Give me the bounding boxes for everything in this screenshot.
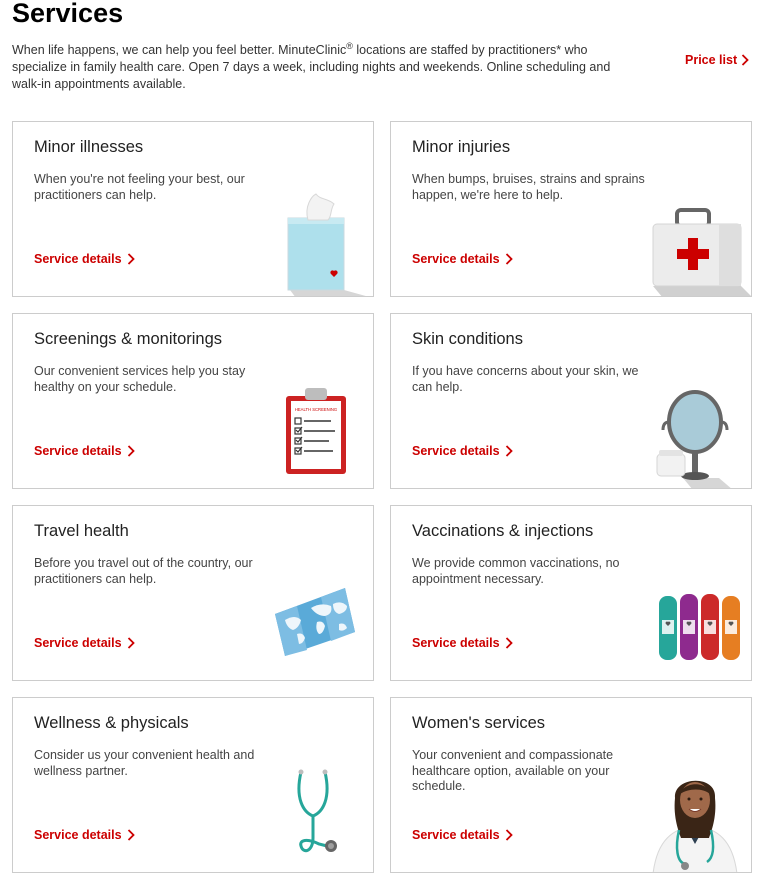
card-title: Minor illnesses bbox=[34, 138, 144, 156]
mirror-icon bbox=[653, 384, 733, 489]
service-details-label: Service details bbox=[412, 444, 500, 458]
service-card-travel-health bbox=[12, 505, 374, 681]
service-details-label: Service details bbox=[34, 828, 122, 842]
service-details-label: Service details bbox=[34, 252, 122, 266]
service-details-link[interactable] bbox=[412, 252, 513, 266]
card-description: We provide common vaccinations, no appointment necessary. bbox=[412, 556, 620, 586]
card-title: Skin conditions bbox=[412, 330, 523, 348]
bandages-icon bbox=[659, 592, 743, 664]
card-title: Travel health bbox=[34, 522, 129, 540]
card-title: Screenings & monitorings bbox=[34, 330, 223, 348]
service-details-label: Service details bbox=[412, 252, 500, 266]
card-title: Vaccinations & injections bbox=[412, 522, 594, 540]
price-list-link[interactable] bbox=[685, 53, 749, 67]
service-details-link[interactable] bbox=[34, 636, 135, 650]
chevron-right-icon bbox=[127, 445, 135, 457]
service-details-link[interactable] bbox=[412, 636, 513, 650]
chevron-right-icon bbox=[505, 253, 513, 265]
service-details-link[interactable] bbox=[34, 444, 135, 458]
chevron-right-icon bbox=[741, 54, 749, 66]
page-title: Services bbox=[12, 0, 124, 28]
stethoscope-icon bbox=[293, 768, 343, 862]
service-card-wellness-physicals bbox=[12, 697, 374, 873]
service-card-minor-injuries bbox=[390, 121, 752, 297]
chevron-right-icon bbox=[505, 829, 513, 841]
world-map-icon bbox=[271, 584, 357, 658]
service-details-label: Service details bbox=[412, 828, 500, 842]
chevron-right-icon bbox=[505, 637, 513, 649]
card-title: Minor injuries bbox=[412, 138, 511, 156]
card-description: Our convenient services help you stay healthy on your schedule. bbox=[34, 364, 246, 394]
tissue-box-icon bbox=[278, 190, 373, 297]
registered-mark: ® bbox=[346, 41, 353, 51]
service-card-skin-conditions bbox=[390, 313, 752, 489]
service-details-link[interactable] bbox=[412, 444, 513, 458]
chevron-right-icon bbox=[505, 445, 513, 457]
service-details-link[interactable] bbox=[34, 828, 135, 842]
chevron-right-icon bbox=[127, 829, 135, 841]
card-description: Before you travel out of the country, our practitioners can help. bbox=[34, 556, 253, 586]
chevron-right-icon bbox=[127, 253, 135, 265]
service-details-label: Service details bbox=[34, 636, 122, 650]
service-details-link[interactable] bbox=[34, 252, 135, 266]
intro-text bbox=[12, 38, 632, 93]
card-description: If you have concerns about your skin, we can help. bbox=[412, 364, 639, 394]
intro-text-part: locations are staffed by practitioners* who specialize in family health care. Open 7 days a week, including nights and weekends. Online scheduling and walk-in appointments available. bbox=[12, 43, 611, 92]
card-description: When bumps, bruises, strains and sprains happen, we're here to help. bbox=[412, 172, 645, 202]
service-card-womens-services bbox=[390, 697, 752, 873]
service-details-label: Service details bbox=[412, 636, 500, 650]
first-aid-kit-icon bbox=[649, 208, 752, 297]
card-description: Consider us your convenient health and wellness partner. bbox=[34, 748, 255, 778]
clipboard-heading: HEALTH SCREENING bbox=[294, 407, 338, 412]
service-details-label: Service details bbox=[34, 444, 122, 458]
intro-text-part: When life happens, we can help you feel better. MinuteClinic bbox=[12, 43, 347, 58]
service-card-minor-illnesses bbox=[12, 121, 374, 297]
service-card-screenings-monitorings bbox=[12, 313, 374, 489]
female-practitioner-icon bbox=[639, 768, 751, 873]
card-description: When you're not feeling your best, our practitioners can help. bbox=[34, 172, 245, 202]
service-details-link[interactable] bbox=[412, 828, 513, 842]
card-title: Women's services bbox=[412, 714, 546, 732]
card-description: Your convenient and compassionate healthcare option, available on your schedule. bbox=[412, 748, 614, 793]
price-list-label: Price list bbox=[685, 53, 738, 67]
chevron-right-icon bbox=[127, 637, 135, 649]
card-title: Wellness & physicals bbox=[34, 714, 189, 732]
clipboard-icon bbox=[283, 384, 349, 478]
service-card-vaccinations-injections bbox=[390, 505, 752, 681]
